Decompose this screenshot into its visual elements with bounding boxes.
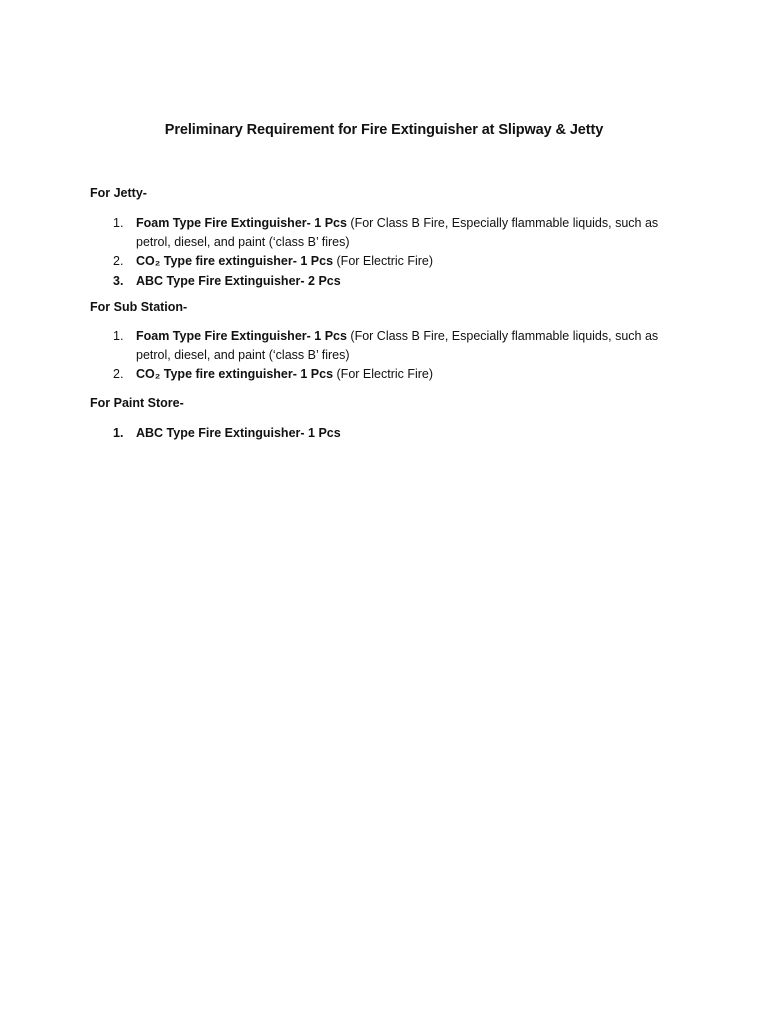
- list-item-number: 3.: [113, 273, 124, 288]
- document-title: Preliminary Requirement for Fire Extinguisher at Slipway & Jetty: [164, 122, 604, 138]
- item-name: Foam Type Fire Extinguisher- 1 Pcs: [136, 329, 347, 343]
- list-item-number: 1.: [113, 329, 124, 343]
- section-heading-paint-store: For Paint Store-: [90, 396, 184, 410]
- list-item-number: 2.: [113, 254, 124, 268]
- section-heading-sub-station: For Sub Station-: [90, 300, 188, 314]
- list-item-number: 2.: [113, 367, 124, 381]
- list-item-text: [136, 252, 686, 271]
- paint-store-list: [0, 424, 768, 444]
- item-note: (For Electric Fire): [333, 254, 434, 268]
- list-item: [0, 214, 768, 251]
- list-item: [0, 365, 768, 384]
- item-name: Foam Type Fire Extinguisher- 1 Pcs: [136, 216, 347, 230]
- list-item: [0, 272, 768, 291]
- sub-station-list: [0, 327, 768, 385]
- item-note: (For Class B Fire, Especially flammable liquids, such as petrol, diesel, and paint (‘class B’ fires): [136, 216, 659, 249]
- item-note: (For Electric Fire): [333, 367, 434, 381]
- list-item: [0, 252, 768, 271]
- list-item-text: [136, 272, 686, 291]
- item-name: ABC Type Fire Extinguisher- 2 Pcs: [136, 273, 341, 288]
- item-name: CO₂ Type fire extinguisher- 1 Pcs: [136, 367, 334, 381]
- jetty-list: [0, 214, 768, 291]
- section-heading-jetty: For Jetty-: [90, 186, 147, 200]
- item-name: CO₂ Type fire extinguisher- 1 Pcs: [136, 254, 334, 268]
- list-item-text: [136, 365, 686, 384]
- list-item-text: [136, 327, 686, 364]
- list-item-number: 1.: [113, 426, 124, 440]
- item-name: ABC Type Fire Extinguisher- 1 Pcs: [136, 426, 341, 440]
- list-item-text: [136, 424, 686, 443]
- item-note: (For Class B Fire, Especially flammable liquids, such as petrol, diesel, and paint (‘class B’ fires): [136, 329, 659, 362]
- list-item-number: 1.: [113, 216, 124, 230]
- list-item: [0, 424, 768, 443]
- list-item-text: [136, 214, 686, 251]
- list-item: [0, 327, 768, 364]
